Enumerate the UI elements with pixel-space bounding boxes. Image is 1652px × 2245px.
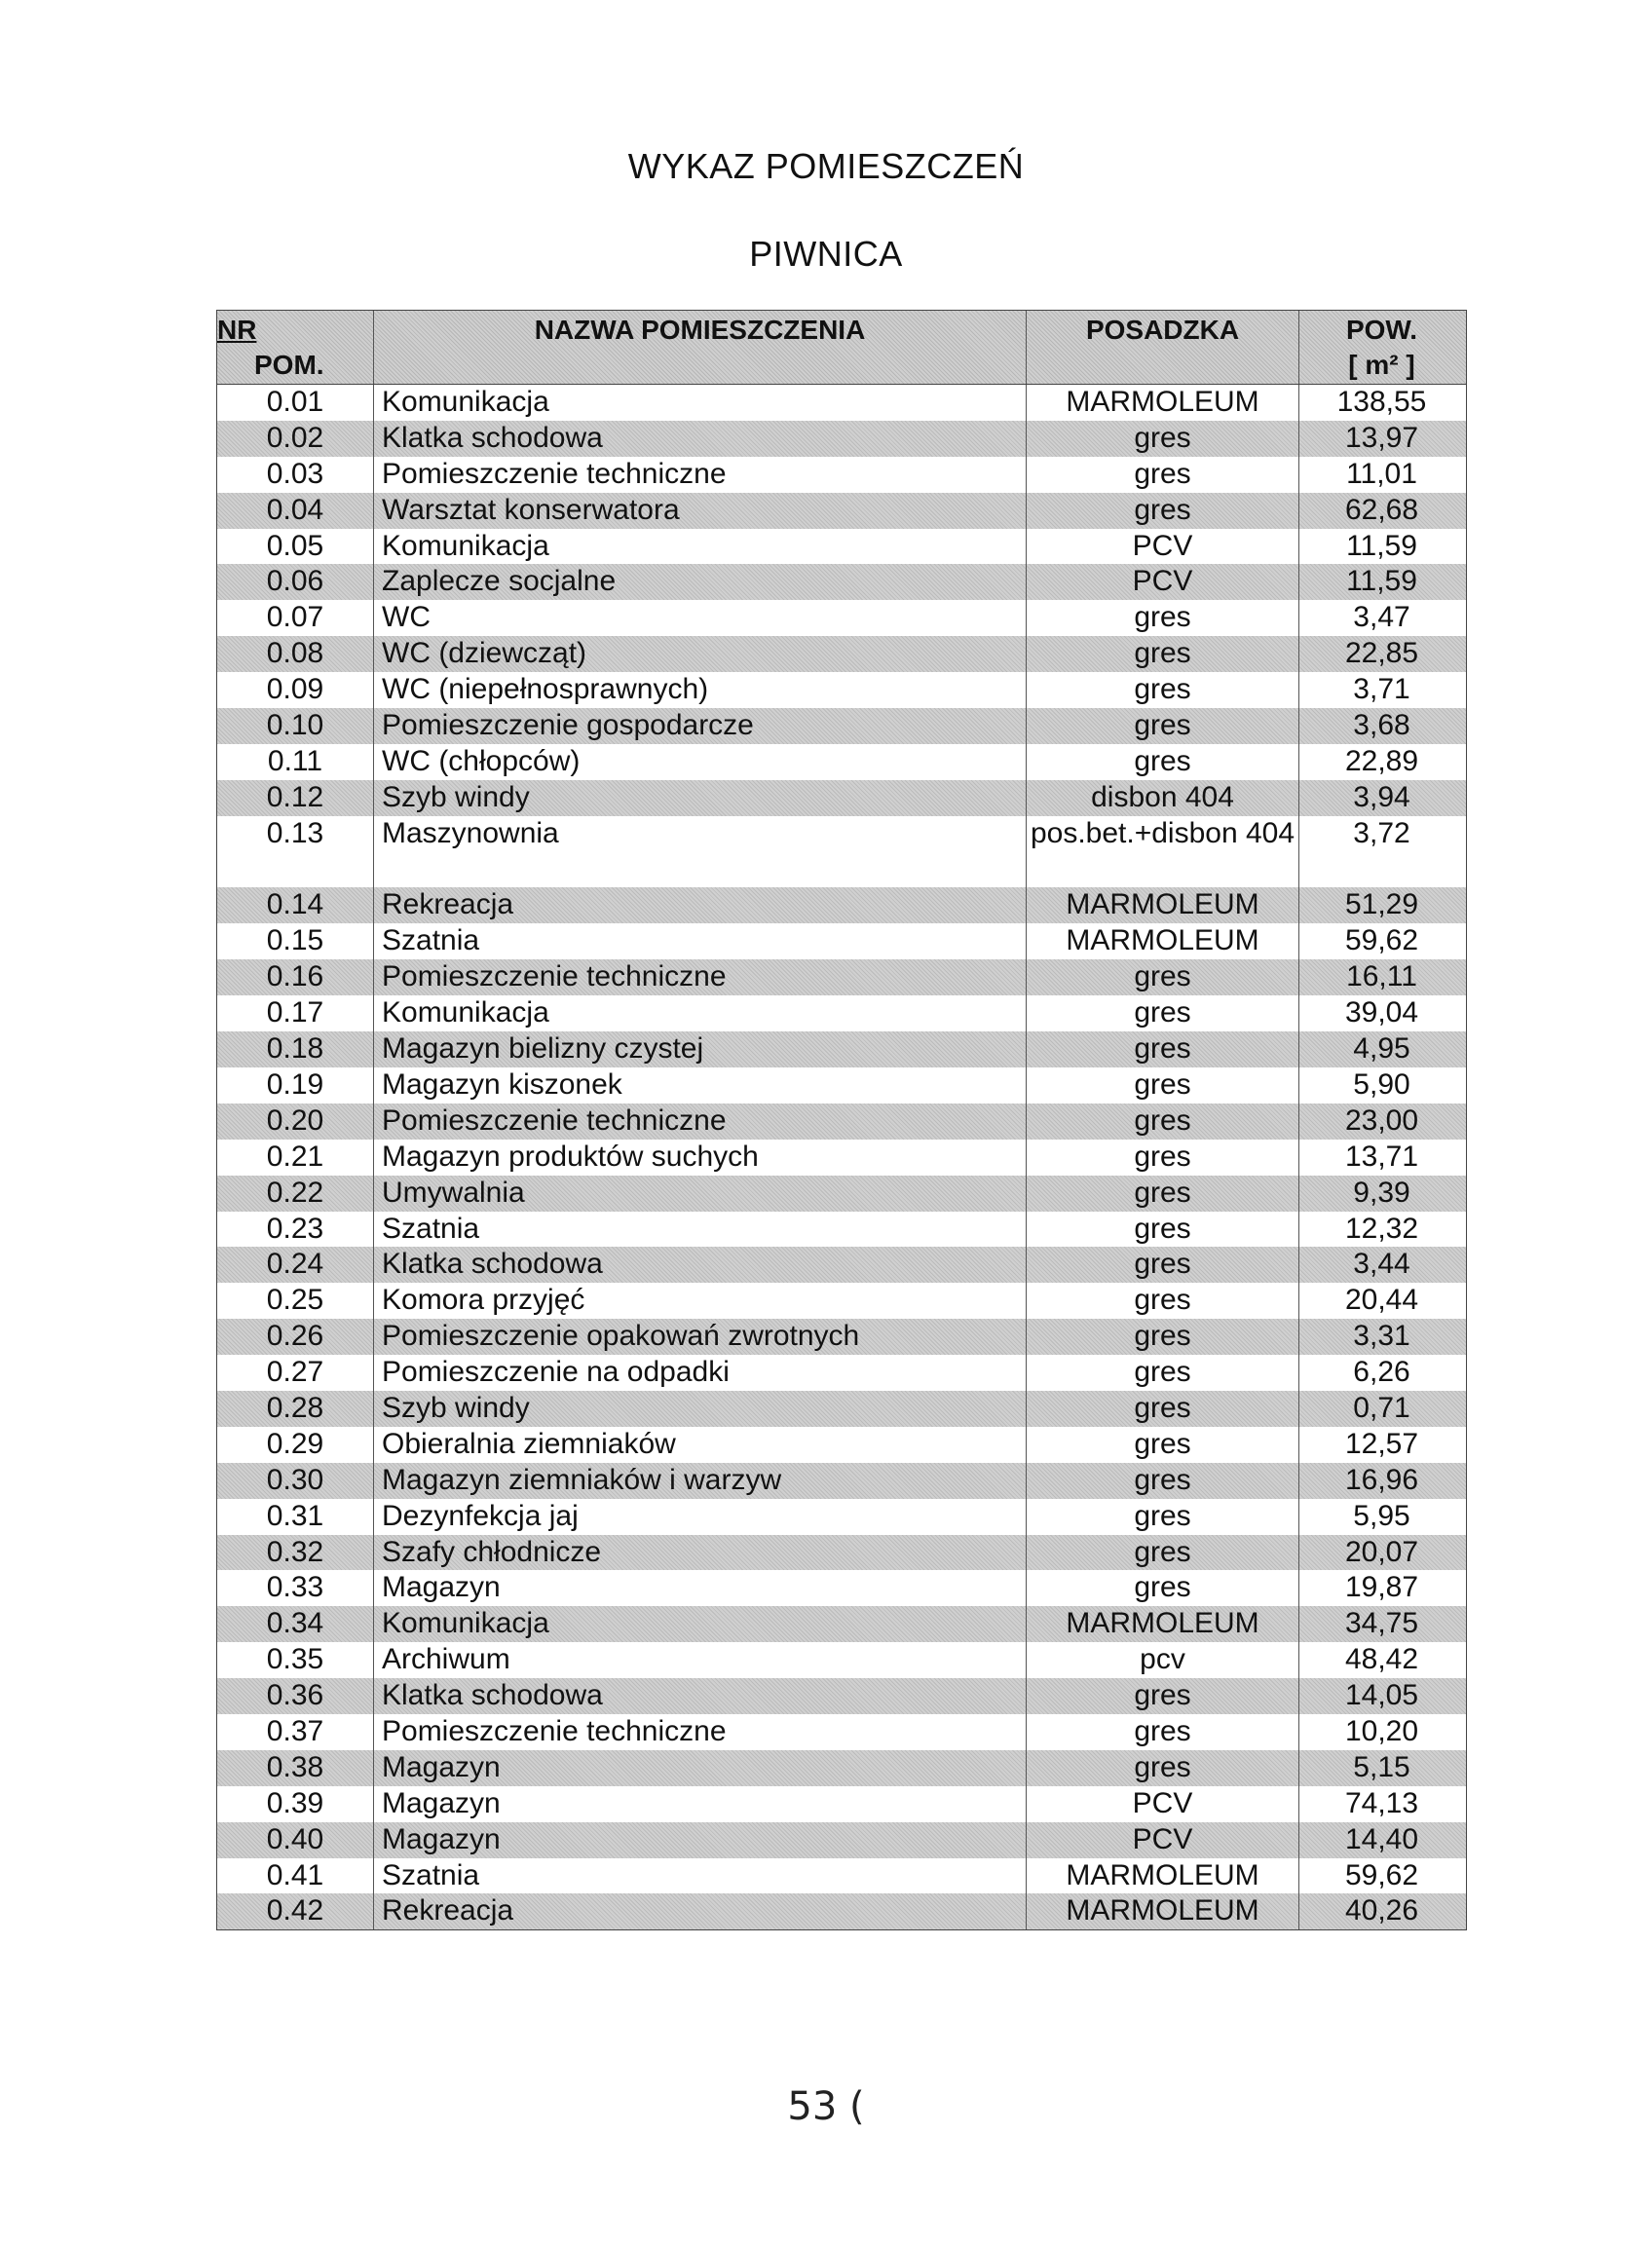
room-name: WC (chłopców) bbox=[373, 744, 1026, 780]
room-name: Szyb windy bbox=[373, 780, 1026, 816]
room-name: Magazyn ziemniaków i warzyw bbox=[373, 1463, 1026, 1499]
table-row bbox=[217, 744, 1466, 780]
room-number: 0.33 bbox=[266, 1571, 324, 1604]
room-floor: gres bbox=[1026, 672, 1298, 708]
room-area: 11,59 bbox=[1298, 529, 1464, 565]
room-name: Komunikacja bbox=[373, 995, 1026, 1031]
room-number: 0.38 bbox=[266, 1750, 324, 1783]
room-name: Szatnia bbox=[373, 1212, 1026, 1248]
table-row bbox=[217, 1714, 1466, 1750]
room-floor: MARMOLEUM bbox=[1026, 923, 1298, 959]
table-row bbox=[217, 1391, 1466, 1427]
room-number: 0.28 bbox=[266, 1391, 324, 1424]
room-number: 0.22 bbox=[266, 1176, 324, 1209]
room-area: 9,39 bbox=[1298, 1176, 1464, 1212]
room-floor: gres bbox=[1026, 636, 1298, 672]
room-number: 0.23 bbox=[266, 1212, 324, 1245]
header-name-label: NAZWA POMIESZCZENIA bbox=[534, 315, 866, 345]
table-row bbox=[217, 636, 1466, 672]
room-area: 22,89 bbox=[1298, 744, 1464, 780]
table-row bbox=[217, 780, 1466, 816]
room-name: Pomieszczenie techniczne bbox=[373, 457, 1026, 493]
table-row bbox=[217, 1031, 1466, 1067]
room-number: 0.11 bbox=[267, 744, 323, 777]
table-row bbox=[217, 457, 1466, 493]
room-area: 59,62 bbox=[1298, 1858, 1464, 1894]
table-row bbox=[217, 421, 1466, 457]
room-area: 40,26 bbox=[1298, 1893, 1464, 1929]
table-row bbox=[217, 1427, 1466, 1463]
room-number: 0.16 bbox=[266, 960, 324, 993]
room-area: 51,29 bbox=[1298, 887, 1464, 923]
room-area: 11,01 bbox=[1298, 457, 1464, 493]
room-floor: gres bbox=[1026, 1247, 1298, 1283]
room-floor: gres bbox=[1026, 959, 1298, 995]
room-area: 3,44 bbox=[1298, 1247, 1464, 1283]
room-area: 74,13 bbox=[1298, 1786, 1464, 1822]
room-name: Archiwum bbox=[373, 1642, 1026, 1678]
room-number: 0.41 bbox=[266, 1858, 324, 1891]
room-number: 0.04 bbox=[266, 493, 324, 526]
room-floor: gres bbox=[1026, 1355, 1298, 1391]
room-number: 0.27 bbox=[266, 1356, 324, 1389]
table-row bbox=[217, 1247, 1466, 1283]
room-floor: gres bbox=[1026, 1140, 1298, 1176]
room-area: 3,71 bbox=[1298, 672, 1464, 708]
room-number: 0.39 bbox=[266, 1786, 324, 1819]
room-name: Magazyn bbox=[373, 1786, 1026, 1822]
room-area: 48,42 bbox=[1298, 1642, 1464, 1678]
room-floor: gres bbox=[1026, 1391, 1298, 1427]
room-floor: pcv bbox=[1026, 1642, 1298, 1678]
table-row bbox=[217, 1570, 1466, 1606]
header-floor bbox=[1026, 311, 1298, 384]
room-floor: disbon 404 bbox=[1026, 780, 1298, 816]
room-floor: MARMOLEUM bbox=[1026, 887, 1298, 923]
room-number: 0.40 bbox=[266, 1822, 324, 1855]
room-floor: gres bbox=[1026, 421, 1298, 457]
room-name: Magazyn bbox=[373, 1750, 1026, 1786]
room-floor: gres bbox=[1026, 1463, 1298, 1499]
room-number: 0.06 bbox=[266, 565, 324, 598]
room-floor: gres bbox=[1026, 1031, 1298, 1067]
room-number: 0.01 bbox=[266, 386, 324, 418]
room-name: Dezynfekcja jaj bbox=[373, 1499, 1026, 1535]
table-row bbox=[217, 1822, 1466, 1858]
header-nr bbox=[217, 311, 373, 384]
table-row bbox=[217, 887, 1466, 923]
room-floor: gres bbox=[1026, 708, 1298, 744]
room-name: Magazyn bielizny czystej bbox=[373, 1031, 1026, 1067]
room-area: 16,11 bbox=[1298, 959, 1464, 995]
table-row bbox=[217, 1499, 1466, 1535]
room-area: 3,47 bbox=[1298, 600, 1464, 636]
table-row bbox=[217, 1786, 1466, 1822]
room-number: 0.14 bbox=[266, 888, 324, 921]
room-number: 0.37 bbox=[266, 1714, 324, 1747]
room-name: Klatka schodowa bbox=[373, 1678, 1026, 1714]
room-name: WC (dziewcząt) bbox=[373, 636, 1026, 672]
room-area: 3,68 bbox=[1298, 708, 1464, 744]
room-name: Szatnia bbox=[373, 1858, 1026, 1894]
room-area: 3,94 bbox=[1298, 780, 1464, 816]
room-area: 10,20 bbox=[1298, 1714, 1464, 1750]
room-number: 0.34 bbox=[266, 1607, 324, 1640]
room-floor: MARMOLEUM bbox=[1026, 385, 1298, 421]
room-number: 0.29 bbox=[266, 1427, 324, 1460]
room-name: Pomieszczenie opakowań zwrotnych bbox=[373, 1319, 1026, 1355]
room-floor: gres bbox=[1026, 493, 1298, 529]
header-nr-line2: POM. bbox=[254, 350, 324, 380]
room-number: 0.32 bbox=[266, 1535, 324, 1568]
room-area: 3,72 bbox=[1298, 816, 1464, 888]
room-floor: gres bbox=[1026, 1535, 1298, 1571]
room-number: 0.05 bbox=[266, 529, 324, 562]
room-floor: gres bbox=[1026, 1678, 1298, 1714]
room-name: Pomieszczenie gospodarcze bbox=[373, 708, 1026, 744]
rooms-table bbox=[216, 310, 1467, 1930]
room-number: 0.42 bbox=[266, 1894, 324, 1927]
room-name: Magazyn bbox=[373, 1822, 1026, 1858]
room-number: 0.13 bbox=[266, 816, 324, 849]
room-area: 59,62 bbox=[1298, 923, 1464, 959]
room-area: 39,04 bbox=[1298, 995, 1464, 1031]
room-number: 0.35 bbox=[266, 1643, 324, 1676]
table-row bbox=[217, 1067, 1466, 1104]
table-row bbox=[217, 1463, 1466, 1499]
room-floor: PCV bbox=[1026, 1786, 1298, 1822]
room-number: 0.18 bbox=[266, 1032, 324, 1066]
room-area: 13,71 bbox=[1298, 1140, 1464, 1176]
room-name: Obieralnia ziemniaków bbox=[373, 1427, 1026, 1463]
room-area: 11,59 bbox=[1298, 564, 1464, 600]
room-floor: PCV bbox=[1026, 564, 1298, 600]
room-floor: gres bbox=[1026, 1750, 1298, 1786]
room-number: 0.30 bbox=[266, 1463, 324, 1496]
table-row bbox=[217, 1212, 1466, 1248]
table-row bbox=[217, 385, 1466, 421]
room-number: 0.19 bbox=[266, 1067, 324, 1101]
table-row bbox=[217, 1606, 1466, 1642]
room-number: 0.02 bbox=[266, 421, 324, 454]
room-area: 5,90 bbox=[1298, 1067, 1464, 1104]
table-row bbox=[217, 1176, 1466, 1212]
room-area: 5,95 bbox=[1298, 1499, 1464, 1535]
header-nr-line1: NR bbox=[217, 315, 257, 345]
room-name: Pomieszczenie techniczne bbox=[373, 1714, 1026, 1750]
table-row bbox=[217, 1893, 1466, 1929]
table-row bbox=[217, 564, 1466, 600]
table-row bbox=[217, 1140, 1466, 1176]
room-area: 14,05 bbox=[1298, 1678, 1464, 1714]
room-number: 0.24 bbox=[266, 1248, 324, 1281]
table-row bbox=[217, 672, 1466, 708]
table-row bbox=[217, 816, 1466, 888]
room-number: 0.25 bbox=[266, 1284, 324, 1317]
room-name: Rekreacja bbox=[373, 887, 1026, 923]
header-floor-label: POSADZKA bbox=[1085, 315, 1240, 345]
table-row bbox=[217, 959, 1466, 995]
table-row bbox=[217, 1283, 1466, 1319]
room-name: Zaplecze socjalne bbox=[373, 564, 1026, 600]
room-floor: gres bbox=[1026, 1104, 1298, 1140]
table-row bbox=[217, 600, 1466, 636]
room-name: Szatnia bbox=[373, 923, 1026, 959]
room-number: 0.15 bbox=[266, 924, 324, 957]
document-title: WYKAZ POMIESZCZEŃ bbox=[627, 146, 1025, 186]
room-name: Komunikacja bbox=[373, 529, 1026, 565]
room-area: 12,32 bbox=[1298, 1212, 1464, 1248]
room-number: 0.17 bbox=[266, 996, 324, 1029]
room-floor: gres bbox=[1026, 1176, 1298, 1212]
room-name: Szafy chłodnicze bbox=[373, 1535, 1026, 1571]
room-floor: gres bbox=[1026, 1714, 1298, 1750]
room-name: Magazyn kiszonek bbox=[373, 1067, 1026, 1104]
table-row bbox=[217, 1750, 1466, 1786]
room-name: Pomieszczenie techniczne bbox=[373, 959, 1026, 995]
room-name: Klatka schodowa bbox=[373, 1247, 1026, 1283]
room-number: 0.31 bbox=[266, 1499, 324, 1532]
room-area: 6,26 bbox=[1298, 1355, 1464, 1391]
header-name bbox=[373, 311, 1026, 384]
table-row bbox=[217, 1104, 1466, 1140]
room-name: Komunikacja bbox=[373, 1606, 1026, 1642]
room-name: Magazyn produktów suchych bbox=[373, 1140, 1026, 1176]
room-area: 20,44 bbox=[1298, 1283, 1464, 1319]
table-row bbox=[217, 1642, 1466, 1678]
room-area: 23,00 bbox=[1298, 1104, 1464, 1140]
room-number: 0.36 bbox=[266, 1679, 324, 1712]
room-name: WC (niepełnosprawnych) bbox=[373, 672, 1026, 708]
header-area bbox=[1298, 311, 1464, 384]
page-number: 53 ( bbox=[787, 2084, 865, 2129]
room-name: Szyb windy bbox=[373, 1391, 1026, 1427]
table-row bbox=[217, 1355, 1466, 1391]
table-row bbox=[217, 1319, 1466, 1355]
room-floor: gres bbox=[1026, 995, 1298, 1031]
room-area: 22,85 bbox=[1298, 636, 1464, 672]
room-name: Magazyn bbox=[373, 1570, 1026, 1606]
table-header bbox=[217, 311, 1466, 385]
header-area-line1: POW. bbox=[1345, 315, 1418, 345]
room-floor: PCV bbox=[1026, 529, 1298, 565]
room-area: 20,07 bbox=[1298, 1535, 1464, 1571]
room-area: 13,97 bbox=[1298, 421, 1464, 457]
room-floor: MARMOLEUM bbox=[1026, 1606, 1298, 1642]
table-row bbox=[217, 1535, 1466, 1571]
room-floor: MARMOLEUM bbox=[1026, 1858, 1298, 1894]
room-number: 0.03 bbox=[266, 457, 324, 490]
room-name: WC bbox=[373, 600, 1026, 636]
room-name: Rekreacja bbox=[373, 1893, 1026, 1929]
room-number: 0.07 bbox=[266, 601, 324, 634]
room-floor: gres bbox=[1026, 1067, 1298, 1104]
room-area: 16,96 bbox=[1298, 1463, 1464, 1499]
room-floor: gres bbox=[1026, 744, 1298, 780]
room-floor: gres bbox=[1026, 1212, 1298, 1248]
room-name: Klatka schodowa bbox=[373, 421, 1026, 457]
room-area: 3,31 bbox=[1298, 1319, 1464, 1355]
room-area: 12,57 bbox=[1298, 1427, 1464, 1463]
room-floor: PCV bbox=[1026, 1822, 1298, 1858]
document-subtitle: PIWNICA bbox=[749, 234, 903, 274]
room-number: 0.20 bbox=[266, 1104, 324, 1137]
room-area: 34,75 bbox=[1298, 1606, 1464, 1642]
room-floor: MARMOLEUM bbox=[1026, 1893, 1298, 1929]
room-floor: gres bbox=[1026, 1283, 1298, 1319]
room-name: Umywalnia bbox=[373, 1176, 1026, 1212]
room-area: 0,71 bbox=[1298, 1391, 1464, 1427]
room-name: Komunikacja bbox=[373, 385, 1026, 421]
room-floor: gres bbox=[1026, 457, 1298, 493]
room-area: 5,15 bbox=[1298, 1750, 1464, 1786]
room-area: 4,95 bbox=[1298, 1031, 1464, 1067]
room-floor: gres bbox=[1026, 1499, 1298, 1535]
room-floor: gres bbox=[1026, 1427, 1298, 1463]
room-name: Pomieszczenie techniczne bbox=[373, 1104, 1026, 1140]
table-row bbox=[217, 1678, 1466, 1714]
room-name: Komora przyjęć bbox=[373, 1283, 1026, 1319]
room-floor: gres bbox=[1026, 1570, 1298, 1606]
table-row bbox=[217, 995, 1466, 1031]
room-number: 0.12 bbox=[266, 780, 324, 813]
room-area: 62,68 bbox=[1298, 493, 1464, 529]
room-number: 0.09 bbox=[266, 673, 324, 706]
room-name: Warsztat konserwatora bbox=[373, 493, 1026, 529]
table-body bbox=[217, 385, 1466, 1929]
room-floor: gres bbox=[1026, 600, 1298, 636]
header-area-line2: [ m² ] bbox=[1348, 350, 1415, 380]
room-floor: gres bbox=[1026, 1319, 1298, 1355]
room-area: 14,40 bbox=[1298, 1822, 1464, 1858]
room-area: 138,55 bbox=[1298, 385, 1464, 421]
table-row bbox=[217, 529, 1466, 565]
table-row bbox=[217, 1858, 1466, 1894]
room-number: 0.10 bbox=[266, 709, 324, 742]
room-area: 19,87 bbox=[1298, 1570, 1464, 1606]
table-row bbox=[217, 923, 1466, 959]
room-floor: pos.bet.+disbon 404 bbox=[1026, 816, 1298, 888]
room-number: 0.26 bbox=[266, 1320, 324, 1353]
room-name: Pomieszczenie na odpadki bbox=[373, 1355, 1026, 1391]
table-row bbox=[217, 493, 1466, 529]
table-row bbox=[217, 708, 1466, 744]
room-number: 0.21 bbox=[266, 1140, 324, 1173]
room-name: Maszynownia bbox=[373, 816, 1026, 888]
room-number: 0.08 bbox=[266, 637, 324, 670]
